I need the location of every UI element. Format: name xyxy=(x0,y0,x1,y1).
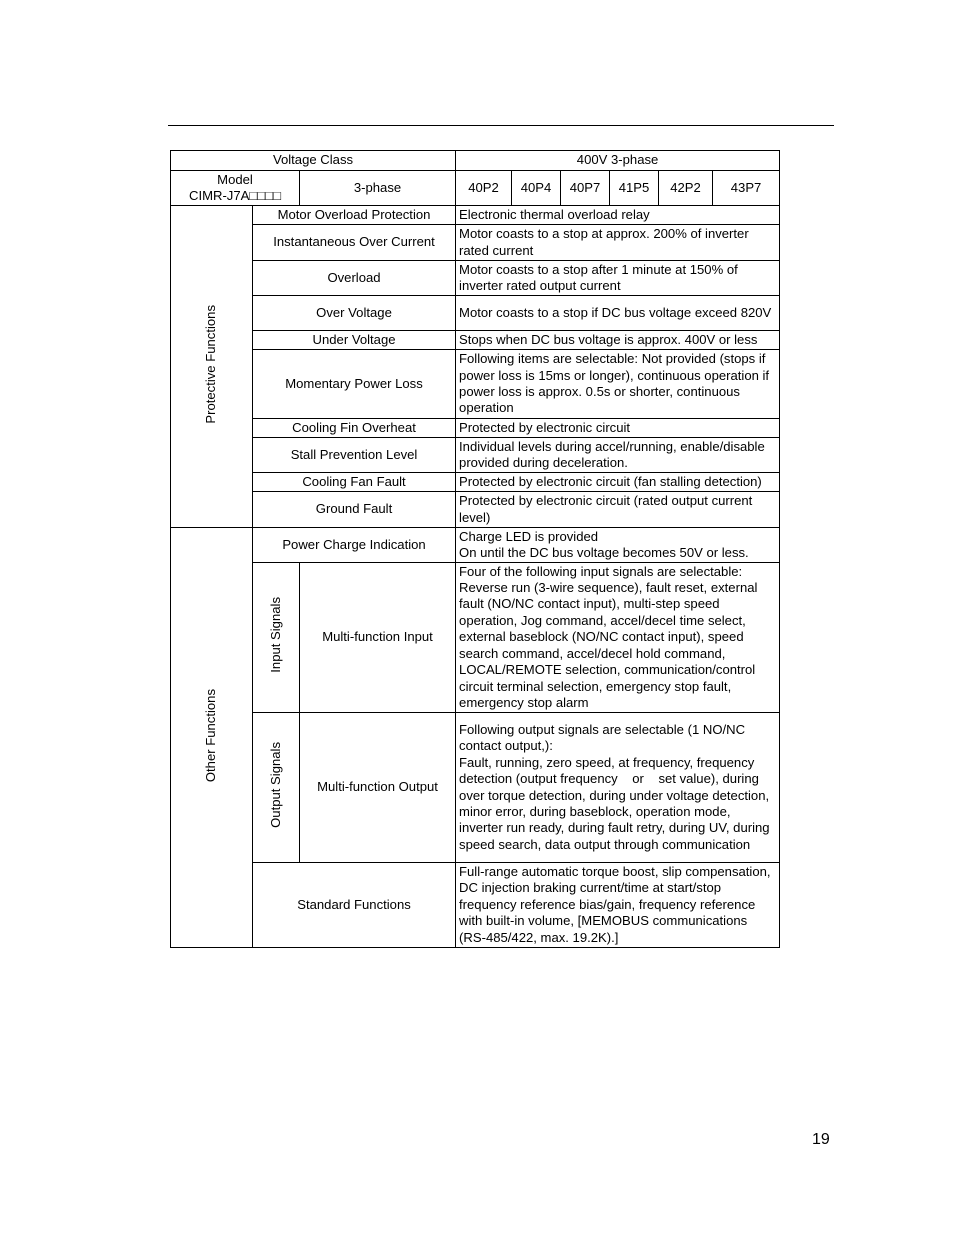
function-name: Ground Fault xyxy=(253,492,456,528)
function-name: Standard Functions xyxy=(253,863,456,948)
function-desc: Following items are selectable: Not provided (stops if power loss is 15ms or longer), continuous operation if power loss is approx. 0.5s or shorter, continuous operation xyxy=(456,350,780,419)
voltage-class-row xyxy=(171,151,780,171)
function-name: Cooling Fan Fault xyxy=(253,473,456,492)
header-rule xyxy=(168,125,834,126)
voltage-class-label: Voltage Class xyxy=(171,151,456,171)
table-row xyxy=(171,206,780,225)
output-signals-label: Output Signals xyxy=(253,713,300,863)
function-name: Power Charge Indication xyxy=(253,528,456,563)
function-desc: Following output signals are selectable (1 NO/NC contact output,): Fault, running, zero speed, at frequency, frequency detection (output frequency or set value), during over torque detection, during under voltage detection, minor error, during baseblock, operation mode, inverter run ready, during fault retry, during UV, during speed search, data output through communication xyxy=(456,713,780,863)
model-cell: 40P7 xyxy=(561,171,610,206)
function-name: Motor Overload Protection xyxy=(253,206,456,225)
function-name: Multi-function Output xyxy=(300,713,456,863)
function-desc: Protected by electronic circuit (rated output current level) xyxy=(456,492,780,528)
phase-label: 3-phase xyxy=(300,171,456,206)
input-signals-label: Input Signals xyxy=(253,563,300,713)
function-desc: Motor coasts to a stop at approx. 200% of inverter rated current xyxy=(456,225,780,261)
model-cell: 41P5 xyxy=(610,171,659,206)
function-name: Multi-function Input xyxy=(300,563,456,713)
table-row xyxy=(171,563,780,713)
model-label xyxy=(171,171,300,206)
table-row xyxy=(171,713,780,863)
specification-table xyxy=(170,150,780,948)
table-row xyxy=(171,492,780,528)
model-cell: 43P7 xyxy=(713,171,780,206)
table-row xyxy=(171,438,780,473)
table-row xyxy=(171,331,780,350)
table-row xyxy=(171,225,780,261)
table-row xyxy=(171,473,780,492)
function-desc: Motor coasts to a stop if DC bus voltage exceed 820V xyxy=(456,296,780,331)
function-desc: Full-range automatic torque boost, slip compensation, DC injection braking current/time at start/stop frequency reference bias/gain, frequency reference with built-in volume, [MEMOBUS communications (RS-485/422, max. 19.2K).] xyxy=(456,863,780,948)
function-name: Under Voltage xyxy=(253,331,456,350)
function-desc: Charge LED is provided On until the DC bus voltage becomes 50V or less. xyxy=(456,528,780,563)
function-desc: Protected by electronic circuit xyxy=(456,419,780,438)
function-desc: Electronic thermal overload relay xyxy=(456,206,780,225)
model-cell: 42P2 xyxy=(659,171,713,206)
function-name: Overload xyxy=(253,261,456,296)
function-desc: Motor coasts to a stop after 1 minute at 150% of inverter rated output current xyxy=(456,261,780,296)
model-row xyxy=(171,171,780,206)
function-desc: Protected by electronic circuit (fan stalling detection) xyxy=(456,473,780,492)
model-label-line1: Model xyxy=(217,171,253,187)
function-desc: Individual levels during accel/running, enable/disable provided during deceleration. xyxy=(456,438,780,473)
model-cell: 40P4 xyxy=(512,171,561,206)
voltage-class-value: 400V 3-phase xyxy=(456,151,780,171)
function-name: Momentary Power Loss xyxy=(253,350,456,419)
model-label-line2: CIMR-J7A□□□□ xyxy=(188,188,281,203)
function-name: Cooling Fin Overheat xyxy=(253,419,456,438)
function-name: Stall Prevention Level xyxy=(253,438,456,473)
table-row xyxy=(171,350,780,419)
model-cell: 40P2 xyxy=(456,171,512,206)
other-functions-label: Other Functions xyxy=(171,528,253,948)
page-number: 19 xyxy=(812,1131,830,1148)
table-row xyxy=(171,863,780,948)
protective-functions-label: Protective Functions xyxy=(171,206,253,528)
table-row xyxy=(171,528,780,563)
function-desc: Stops when DC bus voltage is approx. 400V or less xyxy=(456,331,780,350)
function-name: Over Voltage xyxy=(253,296,456,331)
function-name: Instantaneous Over Current xyxy=(253,225,456,261)
table-row xyxy=(171,419,780,438)
table-row xyxy=(171,296,780,331)
function-desc: Four of the following input signals are selectable: Reverse run (3-wire sequence), fault reset, external fault (NO/NC contact input), multi-step speed operation, Jog command, accel/decel time select, external baseblock (NO/NC contact input), speed search command, accel/decel hold command, LOCAL/REMOTE selection, communication/control circuit terminal selection, emergency stop fault, emergency stop alarm xyxy=(456,563,780,713)
table-row xyxy=(171,261,780,296)
